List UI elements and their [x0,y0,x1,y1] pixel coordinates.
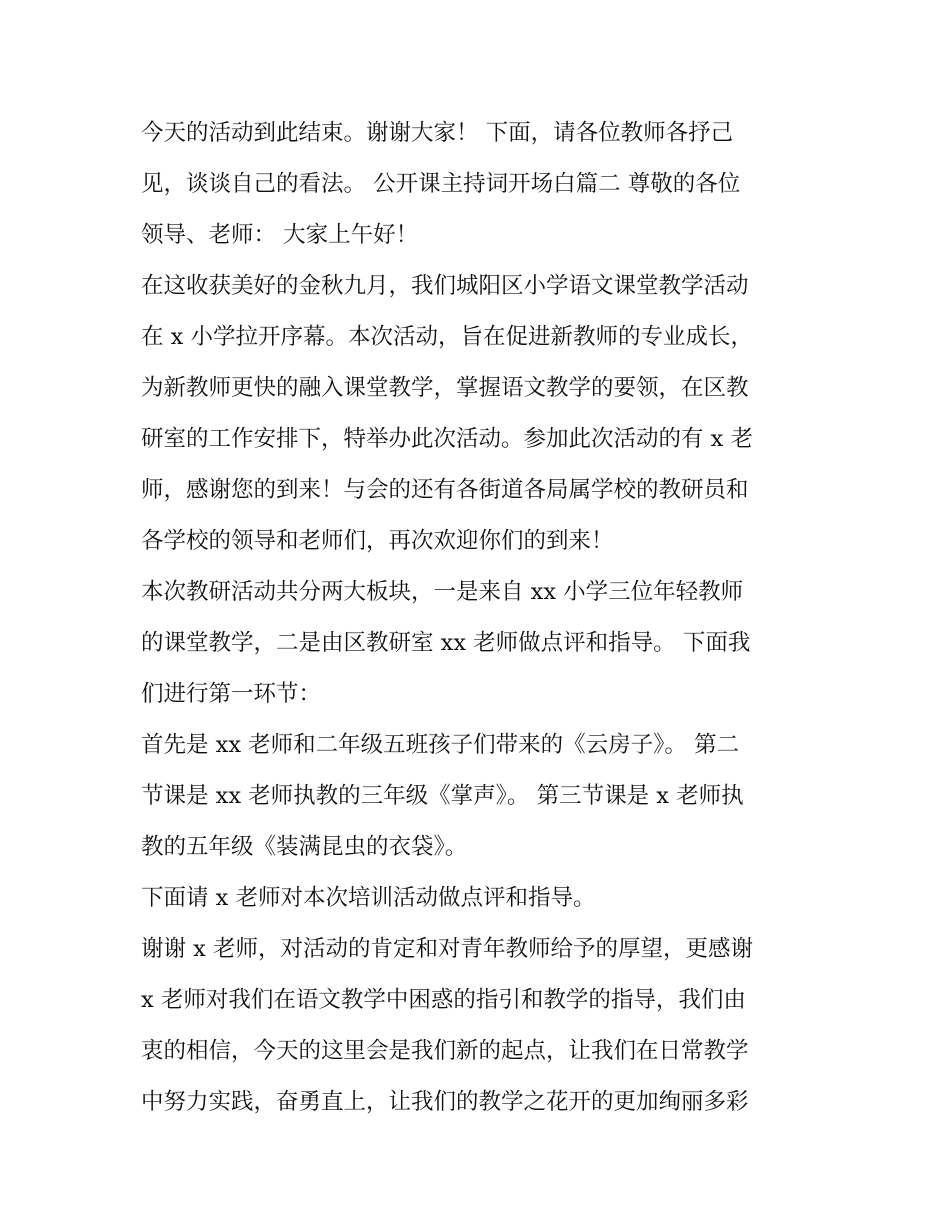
text-line: x 老师对我们在语文教学中困惑的指引和教学的指导，我们由 [141,987,746,1013]
text-line: 为新教师更快的融入课堂教学，掌握语文教学的要领，在区教 [141,375,749,401]
text-line: 中努力实践，奋勇直上，让我们的教学之花开的更加绚丽多彩 [141,1089,749,1115]
text-line: 研室的工作安排下，特举办此次活动。参加此次活动的有 x 老 [141,426,753,452]
text-line: 的课堂教学，二是由区教研室 xx 老师做点评和指导。 下面我 [141,630,751,656]
text-line: 在 x 小学拉开序幕。本次活动，旨在促进新教师的专业成长， [141,324,753,350]
text-line: 谢谢 x 老师，对活动的肯定和对青年教师给予的厚望，更感谢 [141,936,753,962]
text-line: 师，感谢您的到来！与会的还有各街道各局属学校的教研员和 [141,477,749,503]
text-line: 节课是 xx 老师执教的三年级《掌声》。 第三节课是 x 老师执 [141,783,744,809]
document-body [141,108,821,1128]
text-line: 在这收获美好的金秋九月，我们城阳区小学语文课堂教学活动 [141,273,749,299]
text-line: 下面请 x 老师对本次培训活动做点评和指导。 [141,885,596,911]
text-line: 领导、老师： 大家上午好！ [141,222,419,248]
text-line: 各学校的领导和老师们，再次欢迎你们的到来！ [141,528,614,554]
text-line: 今天的活动到此结束。谢谢大家！ 下面，请各位教师各抒己 [141,120,734,146]
text-line: 们进行第一环节： [141,681,322,707]
text-line: 见，谈谈自己的看法。 公开课主持词开场白篇二 尊敬的各位 [141,171,741,197]
text-line: 教的五年级《装满昆虫的衣袋》。 [141,834,468,860]
text-line: 首先是 xx 老师和二年级五班孩子们带来的《云房子》。 第二 [141,732,740,758]
text-line: 衷的相信，今天的这里会是我们新的起点，让我们在日常教学 [141,1038,749,1064]
text-line: 本次教研活动共分两大板块，一是来自 xx 小学三位年轻教师 [141,579,744,605]
